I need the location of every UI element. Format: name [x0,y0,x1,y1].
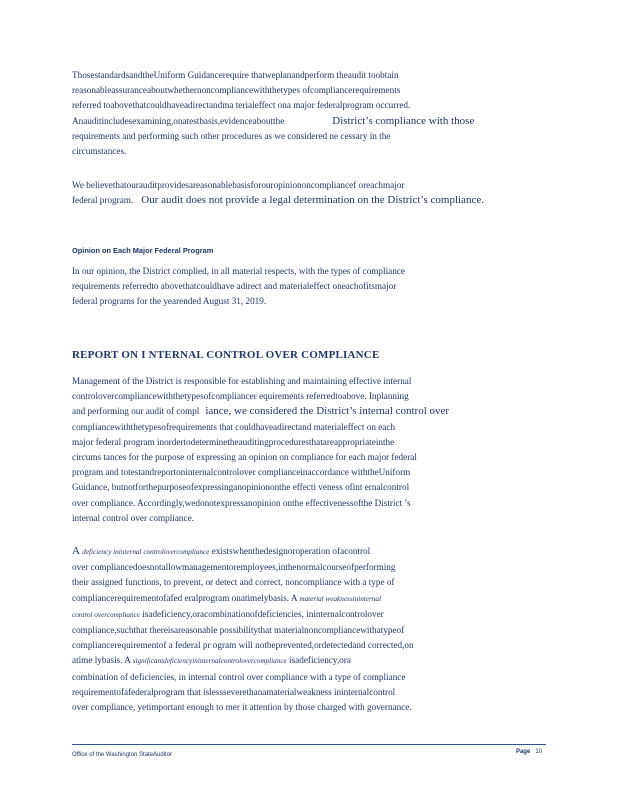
text-segment: federal program. [72,195,134,206]
text-line: compliancerequirementof a federal pr ogram will notbeprevented,ordetectedand corrected,on [72,640,414,651]
text-segment: atime lybasis. A [72,655,131,666]
text-line [72,404,546,419]
audit-standards-paragraph [72,68,546,159]
text-line: over compliance. Accordingly,wedonotexpressanopinion onthe effectivenessofthe District ’s [72,497,411,508]
text-line: controlovercompliancewiththetypesofcompliancer equirements referredtoabove. Inplanning [72,391,409,402]
text-segment: isadeficiency,ora [286,655,351,666]
text-segment: iance, we considered the District’s internal control over [205,405,450,418]
report-heading: REPORT ON I NTERNAL CONTROL OVER COMPLIANCE [72,349,380,361]
text-line [72,653,546,669]
text-segment: isadeficiency,oracombinationofdeficiencies, ininternalcontrolover [139,608,384,619]
text-segment: A [72,545,80,557]
text-line [72,591,546,607]
text-line: over compliance, yetimportant enough to mer it attention by those charged with governance. [72,702,412,713]
text-line [72,193,546,208]
text-line: compliance,suchthat thereisareasonable possibilitythat materialnoncompliancewithatypeof [72,625,405,636]
italic-term: control overcompliance [72,610,140,619]
page-number: 10 [535,749,542,755]
text-line: circumstances. [72,146,127,157]
text-line [72,544,546,560]
text-line: We believethatourauditprovidesareasonablebasisforouropiniononcompliancef oreachmajor [72,180,405,190]
text-line: requirements and performing such other procedures as we considered ne cessary in the [72,130,391,141]
text-line [72,114,546,129]
text-line: ThosestandardsandtheUniform Guidancerequire thatweplanandperform theaudit toobtain [72,70,399,80]
italic-term: material weaknessininternal [299,594,381,603]
text-line: In our opinion, the District complied, in all material respects, with the types of compliance [72,266,405,276]
opinion-heading: Opinion on Each Major Federal Program [72,246,214,255]
italic-term: significantdeficiencyininternalcontrolovercompliance [132,657,287,666]
text-line: combination of deficiencies, in internal control over compliance with a type of compliance [72,671,406,682]
text-line: reasonableassuranceaboutwhethernoncompliancewiththetypes ofcompliancerequirements [72,85,401,96]
text-segment: District’s compliance with those [332,114,475,127]
text-line: circums tances for the purpose of expressing an opinion on compliance for each major federal [72,452,417,463]
text-segment: existswhenthedesignoroperation ofacontrol [209,546,371,556]
footer-page-number [516,749,542,755]
text-line: Management of the District is responsible for establishing and maintaining effective internal [72,376,412,386]
page-label: Page [515,749,531,755]
text-line: Guidance, butnotforthepurposeofexpressinganopiniononthe effecti veness ofint ernalcontrol [72,482,410,493]
footer-office-name: Office of the Washington StateAuditor [72,752,173,758]
text-line [72,607,546,623]
text-line: over compliancedoesnotallowmanagementoremployees,inthenormalcourseofperforming [72,562,396,573]
text-line: internal control over compliance. [72,512,194,523]
text-segment: and performing our audit of compl [72,406,200,417]
footer-divider [72,744,546,745]
text-line: compliancewiththetypesofrequirements that couldhaveadirectand materialeffect on each [72,421,396,432]
text-segment: compliancerequirementofafed eralprogram onatimelybasis. A [72,592,298,603]
text-line: federal programs for the yearended August 31, 2019. [72,296,267,307]
deficiency-definitions-paragraph [72,544,546,715]
text-line: major federal program inordertodeterminetheauditingproceduresthatareappropriateinthe [72,436,395,447]
italic-term: deficiency ininternal controlovercompliance [82,548,210,556]
text-line: requirementofafederalprogram that islessseverethanamaterialweakness ininternalcontrol [72,686,396,697]
opinion-paragraph [72,264,546,310]
text-line: their assigned functions, to prevent, or detect and correct, noncompliance with a type of [72,577,395,588]
basis-paragraph [72,178,546,208]
internal-control-paragraph [72,374,546,526]
text-segment: Anauditincludesexamining,onatestbasis,evidenceaboutthe [72,115,285,126]
text-line: referred toabovethatcouldhaveadirectandma terialeffect ona major federalprogram occurred. [72,100,411,111]
text-line: program and totestandreportoninternalcontrolover complianceinaccordance withtheUniform [72,467,411,478]
text-line: requirements referredto abovethatcouldhave adirect and materialeffect oneachofitsmajor [72,281,397,292]
text-segment: Our audit does not provide a legal determination on the District’s compliance. [141,194,484,207]
